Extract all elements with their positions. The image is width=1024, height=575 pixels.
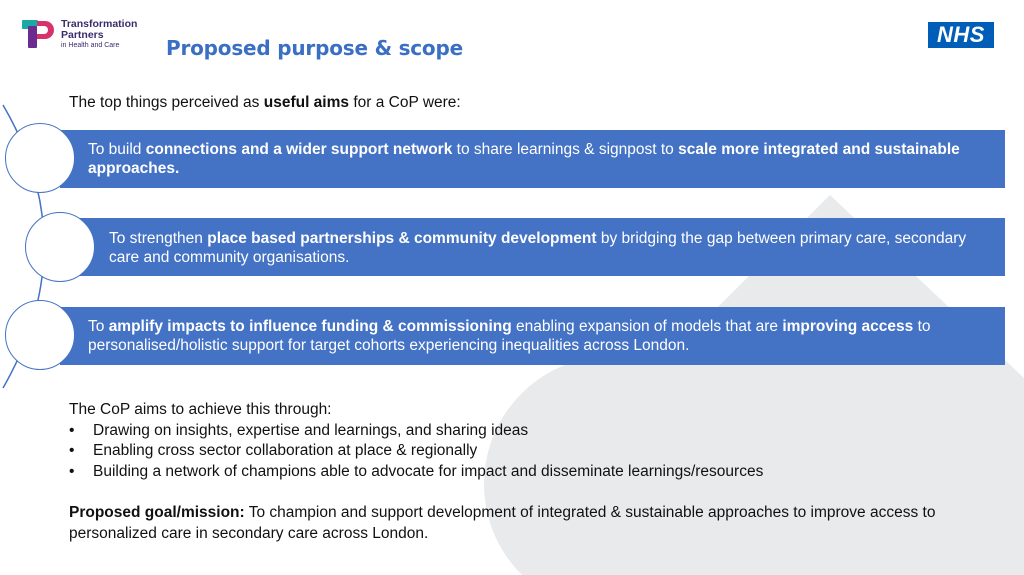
aim-band-2 bbox=[60, 218, 1005, 276]
lower-content bbox=[69, 400, 969, 544]
through-heading: The CoP aims to achieve this through: bbox=[69, 401, 332, 418]
list-item bbox=[69, 421, 969, 442]
page-title: Proposed purpose & scope bbox=[166, 36, 463, 60]
list-item-text: Drawing on insights, expertise and learnings, and sharing ideas bbox=[93, 421, 529, 439]
bullet-glyph: • bbox=[69, 442, 75, 459]
aim-3-bold-a: amplify impacts to influence funding & commissioning bbox=[108, 318, 512, 335]
list-item bbox=[69, 441, 969, 462]
goal-text: To champion and support development of integrated & sustainable approaches to improve access to personalized care in secondary care across London. bbox=[69, 504, 936, 542]
aim-2-text-b: by bridging the gap between primary care, secondary care and community organisations. bbox=[109, 230, 967, 266]
intro-text bbox=[69, 94, 461, 112]
aim-1-text-a: To build bbox=[88, 141, 146, 158]
logo-line-3: in Health and Care bbox=[61, 42, 120, 49]
bullet-glyph: • bbox=[69, 421, 75, 439]
intro-after: for a CoP were: bbox=[349, 94, 461, 111]
aim-circle-2 bbox=[25, 212, 95, 282]
list-item-text: Enabling cross sector collaboration at place & regionally bbox=[93, 442, 478, 459]
list-item-text: Building a network of champions able to advocate for impact and disseminate learnings/resources bbox=[93, 462, 764, 480]
aim-band-1 bbox=[60, 130, 1005, 188]
aim-band-3 bbox=[60, 307, 1005, 365]
aim-2-bold-a: place based partnerships & community development bbox=[207, 230, 597, 247]
aim-1-bold-a: connections and a wider support network bbox=[145, 141, 453, 158]
aim-3-text-c: to personalised/holistic support for target cohorts experiencing inequalities across London. bbox=[88, 318, 931, 354]
intro-bold: useful aims bbox=[263, 94, 350, 111]
nhs-logo: NHS bbox=[928, 22, 994, 48]
aim-text-2 bbox=[109, 229, 985, 267]
aim-3-text-a: To bbox=[88, 318, 109, 335]
bullet-glyph: • bbox=[69, 462, 75, 480]
logo-line-1: Transformation bbox=[61, 18, 138, 30]
goal-label: Proposed goal/mission: bbox=[69, 504, 245, 521]
aim-circle-3 bbox=[5, 300, 75, 370]
aim-text-3 bbox=[88, 317, 995, 355]
aim-2-text-a: To strengthen bbox=[109, 230, 208, 247]
intro-before: The top things perceived as bbox=[69, 94, 264, 111]
aim-3-bold-b: improving access bbox=[782, 318, 914, 335]
logo-line-2: Partners bbox=[61, 29, 104, 41]
goal-mission bbox=[69, 503, 969, 544]
aim-1-text-b: to share learnings & signpost to bbox=[452, 141, 679, 158]
list-item bbox=[69, 462, 969, 483]
aim-circle-1 bbox=[5, 123, 75, 193]
aim-3-text-b: enabling expansion of models that are bbox=[511, 318, 783, 335]
through-list bbox=[69, 421, 969, 483]
aim-1-bold-b: scale more integrated and sustainable approaches. bbox=[88, 141, 960, 177]
aim-text-1 bbox=[88, 140, 985, 178]
